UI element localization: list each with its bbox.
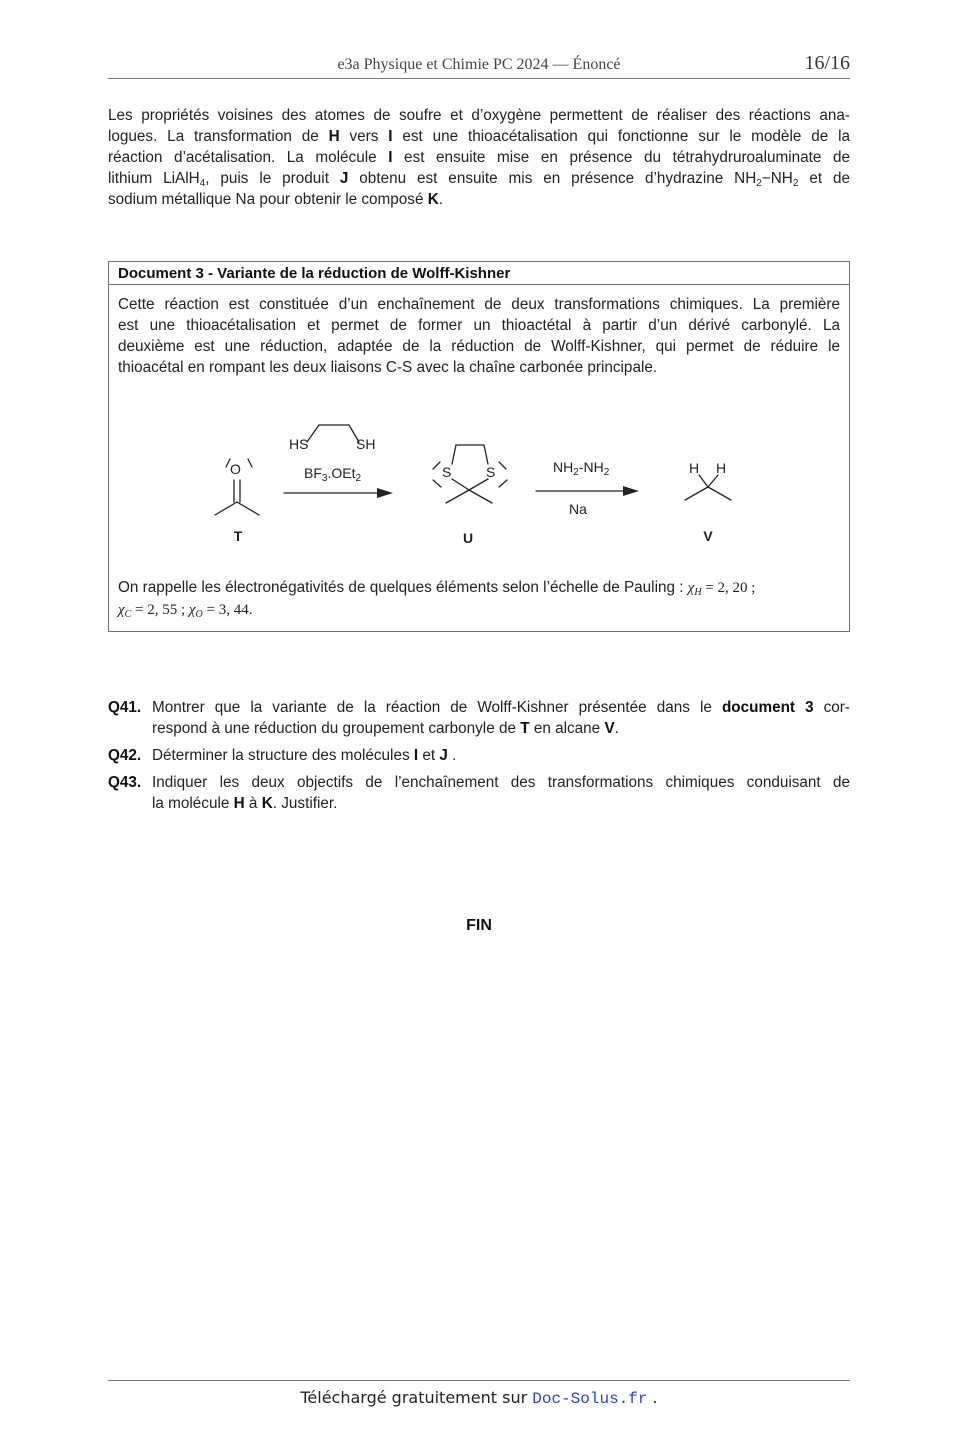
electronegativity-note: On rappelle les électronégativités de quelques éléments selon l’échelle de Pauling : $\chi_H = 2$, 20 ; $\chi_C = 2$, 55 ; $\chi_O = 3$, 44. — [118, 579, 756, 620]
end-label: FIN — [466, 917, 492, 934]
reagent-hydrazine: $NH_2-NH_2$ — [553, 459, 610, 478]
molecule-label-v: V — [703, 528, 713, 544]
question-number: Q41. — [108, 699, 142, 716]
footer-divider — [108, 1380, 850, 1381]
intro-line: lithium LiAlH$_4$, puis le produit J obtenu est ensuite mis en présence d’hydrazine $NH_2-NH_2$ et de — [108, 170, 850, 189]
page-number: 16/16 — [804, 52, 850, 74]
question-q42: Q42. Déterminer la structure des molécules I et J . — [108, 747, 457, 764]
intro-line: sodium métallique Na pour obtenir le composé K. — [108, 191, 444, 208]
intro-line: Les propriétés voisines des atomes de soufre et d’oxygène permettent de réaliser des réactions ana- — [108, 107, 850, 124]
question-number: Q43. — [108, 774, 142, 791]
arrow-head-icon — [623, 486, 639, 496]
question-q43: Q43. Indiquer les deux objectifs de l’enchaînement des transformations chimiques conduisant de la molécule H à K. Justifier. — [108, 774, 850, 812]
questions-list — [108, 697, 850, 820]
page-header — [108, 52, 850, 79]
intro-line: réaction d’acétalisation. La molécule I est ensuite mise en présence du tétrahydruroaluminate de — [108, 149, 850, 166]
reagent-hs: HS — [289, 436, 309, 452]
header-title: e3a Physique et Chimie PC 2024 — Énoncé — [337, 56, 621, 73]
intro-paragraph — [108, 105, 850, 210]
molecule-label-u: U — [462, 530, 474, 546]
document-box — [108, 261, 850, 632]
molecule-label-t: T — [233, 528, 243, 544]
reagent-sh: SH — [356, 436, 376, 452]
atom-s-right: S — [486, 464, 496, 480]
arrow-head-icon — [377, 488, 393, 498]
atom-s-left: S — [442, 464, 452, 480]
atom-h-left: H — [689, 460, 700, 476]
page-footer: Téléchargé gratuitement sur Doc-Solus.fr . — [300, 1388, 658, 1408]
intro-line: logues. La transformation de H vers I est une thioacétalisation qui fonctionne sur le modèle de la — [108, 128, 850, 145]
document-text: Cette réaction est constituée d’un enchaînement de deux transformations chimiques. La première est une thioacétalisation et permet de former un thioactétal à partir d’un dérivé carbonylé. La deuxième est une réduction, adaptée de la réduction de Wolff-Kishner, qui permet de réduire le thioacétal en rompant les deux liaisons C-S avec la chaîne carbonée principale. — [118, 296, 840, 376]
question-q41: Q41. Montrer que la variante de la réaction de Wolff-Kishner présentée dans le document 3 cor- respond à une réduction du groupement carbonyle de T en alcane V. — [108, 699, 850, 737]
question-number: Q42. — [108, 747, 142, 764]
atom-h-right: H — [716, 460, 727, 476]
reagent-bf3-oet2: $BF_3.OEt_2$ — [304, 465, 362, 484]
reaction-scheme — [109, 407, 849, 557]
reagent-na: Na — [569, 501, 587, 517]
document-title: Document 3 - Variante de la réduction de Wolff-Kishner — [109, 262, 849, 285]
doc-solus-link[interactable]: Doc-Solus.fr — [532, 1390, 648, 1408]
molecule-v-structure — [685, 475, 731, 500]
atom-o: O — [230, 461, 241, 477]
